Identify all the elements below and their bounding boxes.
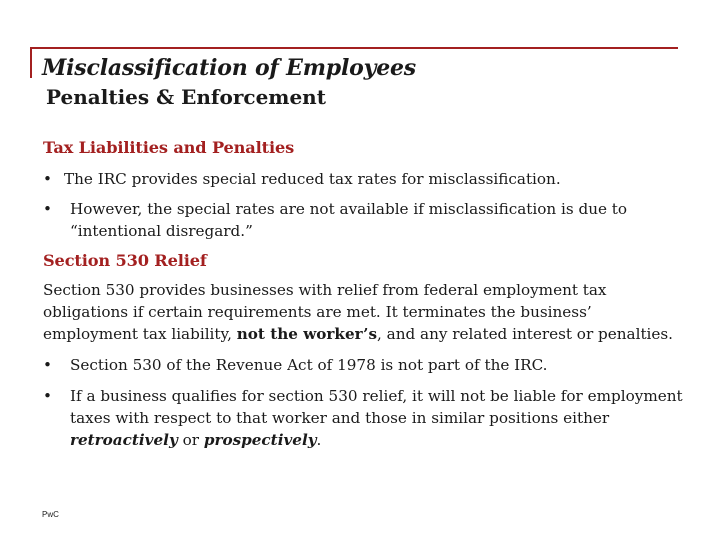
list-item-text [70,387,683,449]
list-item-text-part: or [177,431,204,449]
bullet-icon: • [43,170,52,188]
paragraph-emphasis: not the worker’s [236,325,378,343]
section-530-paragraph [43,279,683,345]
list-item [43,354,683,376]
list-item-text: Section 530 of the Revenue Act of 1978 is not part of the IRC. [70,356,548,374]
retroactively-emphasis: retroactively [70,431,178,449]
bullet-icon: • [43,356,52,374]
slide-title: Misclassification of Employees [42,55,416,81]
bullet-icon: • [43,200,52,218]
list-item-text-part: . [316,431,322,449]
list-item-text: The IRC provides special reduced tax rates for misclassification. [64,170,561,188]
section-530-heading: Section 530 Relief [43,251,207,270]
list-item [43,385,683,451]
section-530-bullets [43,354,683,451]
tax-liabilities-heading: Tax Liabilities and Penalties [43,138,295,157]
paragraph-text: Section 530 provides businesses with relief from federal employment tax obligations if certain requirements are met. It terminates the business’ employment tax liability, [43,281,607,343]
slide-content [43,137,683,460]
paragraph-text-end: , and any related interest or penalties. [377,325,674,343]
bullet-icon: • [43,387,52,405]
list-item-text: However, the special rates are not available if misclassification is due to “intentional disregard.” [70,200,628,240]
list-item [43,168,683,190]
title-left-rule [30,47,32,78]
list-item [43,198,683,242]
tax-liabilities-bullets [43,168,683,242]
slide-subtitle: Penalties & Enforcement [46,85,326,109]
prospectively-emphasis: prospectively [203,431,317,449]
title-top-rule [30,47,678,49]
list-item-text-part: If a business qualifies for section 530 relief, it will not be liable for employment taxes with respect to that worker and those in similar positions either [70,387,683,427]
footer-brand: PwC [42,510,59,519]
